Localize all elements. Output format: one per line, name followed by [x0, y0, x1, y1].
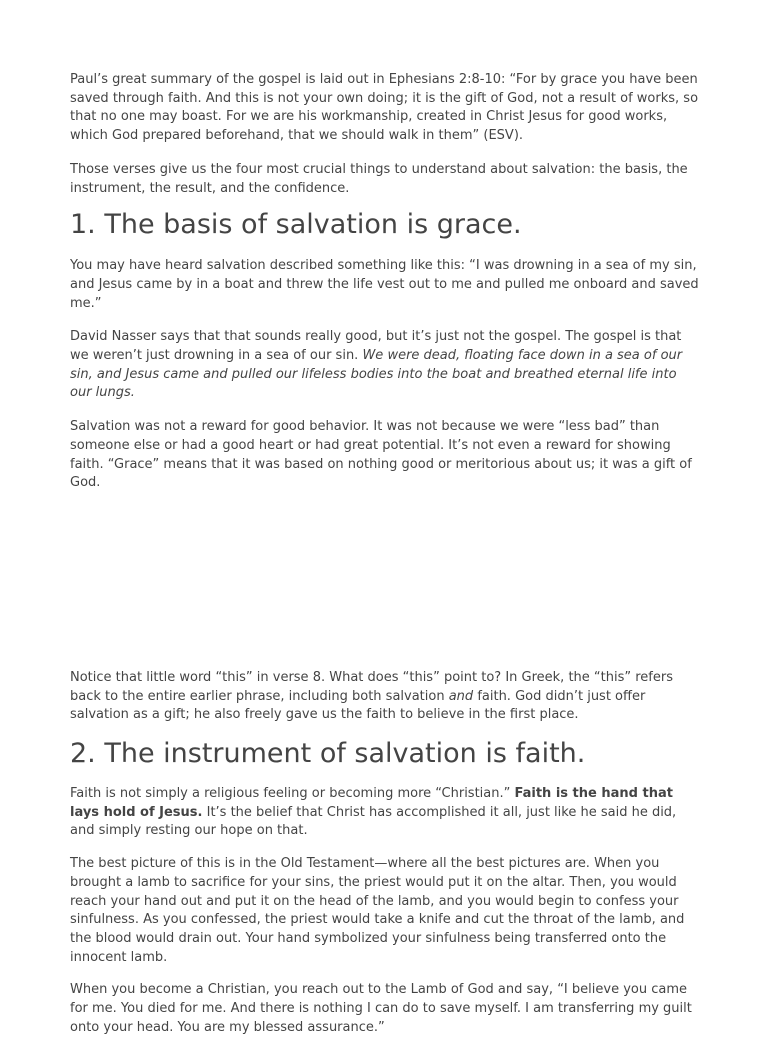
- not-a-reward-paragraph: Salvation was not a reward for good behavior. It was not because we were “less bad” than someone else or had a good heart or had great potential. It’s not even a reward for showing faith. “Grace” means that it was based on nothing good or meritorious about us; it was a gift of God.: [70, 419, 692, 491]
- section-heading-faith: 2. The instrument of salvation is faith.: [70, 738, 586, 770]
- nasser-quote-paragraph: [70, 328, 700, 403]
- faith-text-b: It’s the belief that Christ has accomplished it all, just like he said he did, and simply resting our hope on that.: [70, 804, 677, 839]
- this-in-verse-8-paragraph: [70, 669, 700, 725]
- lamb-of-god-paragraph: When you become a Christian, you reach out to the Lamb of God and say, “I believe you came for me. You died for me. And there is nothing I can do to save myself. I am transferring my guilt onto your head. You are my blessed assurance.”: [70, 982, 692, 1035]
- verse-8-text-b: faith. God didn’t just offer salvation as a gift; he also freely gave us the faith to believe in the first place.: [70, 688, 646, 723]
- intro-paragraph: Paul’s great summary of the gospel is laid out in Ephesians 2:8-10: “For by grace you have been saved through faith. And this is not your own doing; it is the gift of God, not a result of works, so that no one may boast. For we are his workmanship, created in Christ Jesus for good works, which God prepared beforehand, that we should walk in them” (ESV).: [70, 72, 699, 144]
- old-testament-lamb-paragraph: The best picture of this is in the Old Testament—where all the best pictures are. When you brought a lamb to sacrifice for your sins, the priest would put it on the altar. Then, you would reach your hand out and put it on the head of the lamb, and you would begin to confess your sinfulness. As you confessed, the priest would take a knife and cut the throat of the lamb, and the blood would drain out. Your hand symbolized your sinfulness being transferred onto the innocent lamb.: [70, 856, 685, 965]
- nasser-quote-plain: David Nasser says that that sounds really good, but it’s just not the gospel. The gospel is that we weren’t just drowning in a sea of our sin.: [70, 329, 682, 364]
- drowning-illustration-paragraph: You may have heard salvation described something like this: “I was drowning in a sea of my sin, and Jesus came by in a boat and threw the life vest out to me and pulled me onboard and saved me.”: [70, 258, 699, 311]
- verse-8-text-a: Notice that little word “this” in verse 8. What does “this” point to? In Greek, the “this” refers back to the entire earlier phrase, including both salvation: [70, 669, 673, 704]
- faith-bold-statement: Faith is the hand that lays hold of Jesus.: [70, 786, 673, 820]
- intro-summary-paragraph: Those verses give us the four most crucial things to understand about salvation: the basis, the instrument, the result, and the confidence.: [70, 161, 688, 196]
- faith-definition-paragraph: [70, 785, 700, 841]
- faith-text-a: Faith is not simply a religious feeling or becoming more “Christian.”: [70, 786, 515, 802]
- nasser-quote-emphasis: We were dead, floating face down in a sea of our sin, and Jesus came and pulled our lifeless bodies into the boat and breathed eternal life into our lungs.: [70, 348, 683, 401]
- section-heading-grace: 1. The basis of salvation is grace.: [70, 209, 522, 241]
- article-body: [70, 71, 700, 1038]
- blank-ad-space: [70, 493, 700, 669]
- verse-8-emphasis: and: [448, 688, 474, 704]
